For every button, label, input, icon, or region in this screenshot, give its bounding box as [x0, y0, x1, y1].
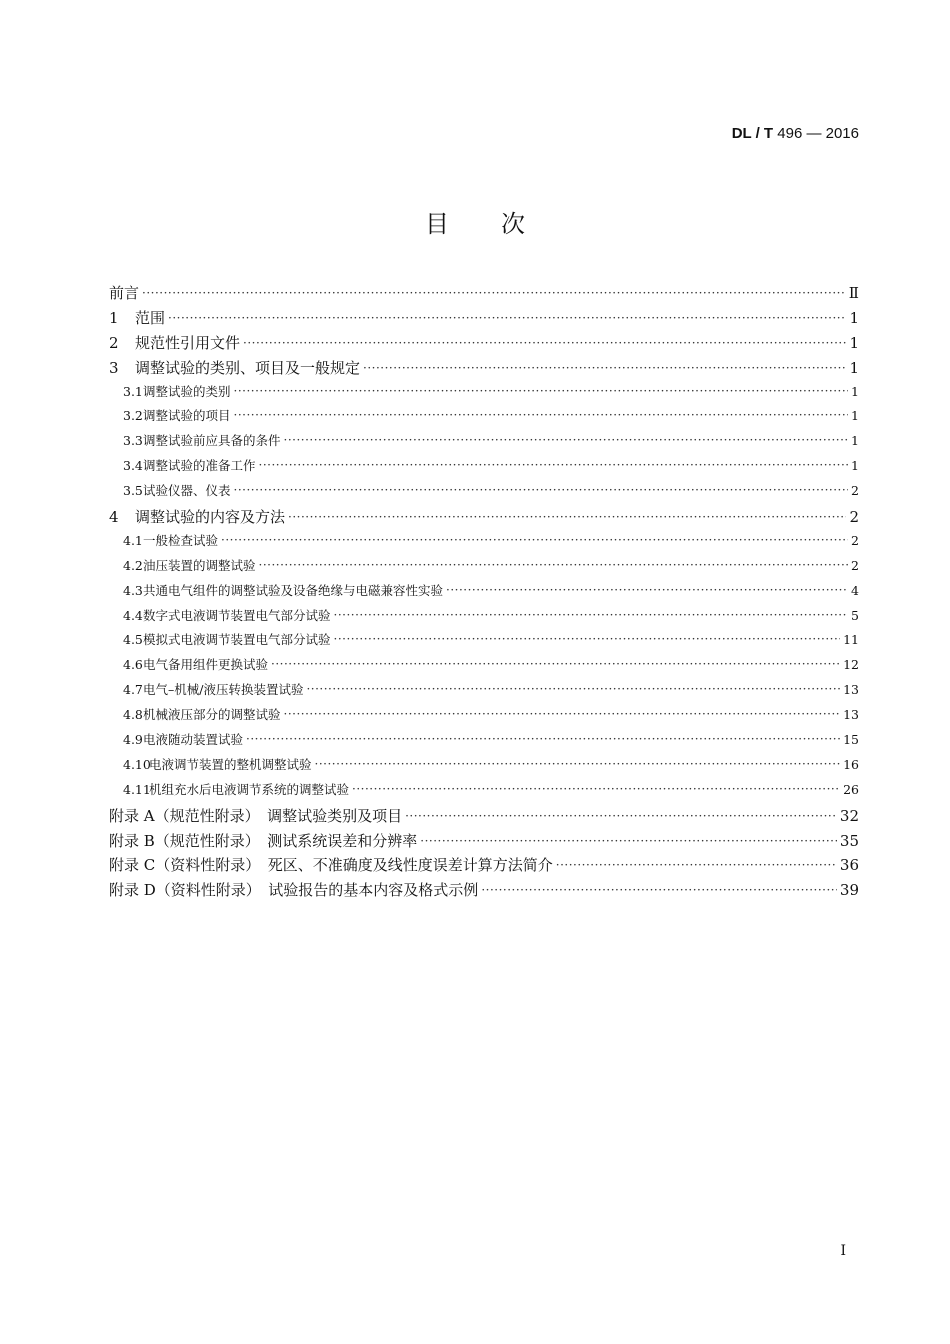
toc-entry-label: 电气–机械/液压转换装置试验 [143, 682, 304, 698]
toc-entry-page: 16 [843, 756, 859, 772]
toc-entry-number: 4.7 [123, 682, 143, 698]
toc-entry-page: 2 [851, 557, 859, 573]
toc-entry-number: 2 [109, 333, 119, 352]
toc-entry-number: 4.2 [123, 557, 143, 573]
toc-dot-leader [243, 333, 846, 348]
toc-entry-number: 3 [109, 358, 119, 377]
toc-entry[interactable] [109, 630, 859, 655]
toc-entry-number: 4.8 [123, 707, 143, 723]
toc-entry-page: 15 [843, 732, 859, 748]
toc-entry-page: 5 [851, 607, 859, 623]
toc-entry-label: 油压装置的调整试验 [143, 557, 256, 573]
toc-dot-leader [284, 433, 849, 446]
toc-entry-number: 4.6 [123, 657, 143, 673]
toc-entry[interactable] [109, 655, 859, 680]
toc-entry-label: 调整试验前应具备的条件 [143, 433, 281, 449]
toc-entry[interactable] [109, 506, 859, 531]
toc-dot-leader [246, 732, 840, 745]
toc-dot-leader [284, 707, 841, 720]
toc-dot-leader [221, 532, 848, 545]
toc-dot-leader [142, 283, 846, 298]
toc-entry-page: 32 [839, 806, 859, 825]
toc-entry-number: 4 [109, 508, 119, 527]
toc-entry-label: 附录 C（资料性附录） 死区、不准确度及线性度误差计算方法简介 [109, 856, 553, 875]
toc-dot-leader [234, 408, 849, 421]
toc-entry-page: Ⅱ [848, 284, 859, 302]
toc-entry[interactable] [109, 382, 859, 407]
toc-entry-page: 36 [839, 856, 859, 875]
toc-entry-page: 11 [843, 632, 859, 648]
toc-entry-number: 3.4 [123, 458, 143, 474]
toc-entry[interactable] [109, 606, 859, 631]
toc-entry-page: 26 [843, 781, 859, 797]
toc-entry-page: 2 [851, 532, 859, 548]
toc-entry[interactable] [109, 406, 859, 431]
toc-entry-number: 4.5 [123, 632, 143, 648]
document-code-number: 496 — 2016 [777, 125, 859, 142]
toc-entry-label: 模拟式电液调节装置电气部分试验 [143, 632, 331, 648]
toc-entry-label: 数字式电液调节装置电气部分试验 [143, 607, 331, 623]
toc-entry[interactable] [109, 755, 859, 780]
toc-entry-label: 电液调节装置的整机调整试验 [149, 756, 312, 772]
toc-dot-leader [556, 855, 837, 870]
toc-entry[interactable] [109, 456, 859, 481]
toc-entry-page: 1 [851, 458, 859, 474]
toc-entry-number: 4.11 [123, 781, 151, 797]
toc-dot-leader [352, 781, 840, 794]
toc-dot-leader [315, 756, 841, 769]
toc-entry[interactable] [109, 705, 859, 730]
toc-entry[interactable] [109, 680, 859, 705]
toc-entry-label: 共通电气组件的调整试验及设备绝缘与电磁兼容性实验 [143, 582, 444, 598]
toc-entry-page: 1 [851, 408, 859, 424]
toc-entry[interactable] [109, 879, 859, 904]
toc-entry[interactable] [109, 830, 859, 855]
page-title: 目次 [425, 210, 577, 238]
toc-entry-label: 调整试验的类别、项目及一般规定 [135, 358, 361, 377]
toc-dot-leader [405, 806, 837, 821]
toc-entry-label: 规范性引用文件 [135, 333, 241, 352]
footer-page-number: I [840, 1243, 846, 1259]
toc-entry[interactable] [109, 282, 859, 307]
toc-dot-leader [420, 831, 837, 846]
toc-entry-page: 2 [849, 508, 859, 527]
toc-entry[interactable] [109, 531, 859, 556]
toc-dot-leader [363, 358, 846, 373]
toc-entry-page: 1 [851, 383, 859, 399]
toc-entry-label: 调整试验的内容及方法 [135, 508, 286, 527]
toc-entry-page: 1 [849, 358, 859, 377]
table-of-contents [109, 282, 859, 904]
toc-entry-number: 4.1 [123, 532, 143, 548]
toc-dot-leader [481, 880, 837, 895]
toc-entry-number: 4.10 [123, 756, 151, 772]
toc-entry-number: 4.3 [123, 582, 143, 598]
toc-entry-page: 1 [851, 433, 859, 449]
toc-entry-label: 电液随动装置试验 [143, 732, 244, 748]
toc-entry[interactable] [109, 730, 859, 755]
toc-entry-page: 35 [839, 831, 859, 850]
toc-dot-leader [334, 632, 841, 645]
toc-entry[interactable] [109, 780, 859, 805]
toc-entry-page: 2 [851, 483, 859, 499]
toc-entry[interactable] [109, 805, 859, 830]
toc-entry-number: 3.5 [123, 483, 143, 499]
toc-entry-page: 13 [843, 707, 859, 723]
toc-entry[interactable] [109, 854, 859, 879]
toc-dot-leader [168, 308, 846, 323]
toc-entry[interactable] [109, 431, 859, 456]
toc-dot-leader [234, 383, 849, 396]
toc-entry-label: 一般检查试验 [143, 532, 219, 548]
toc-entry-label: 附录 D（资料性附录） 试验报告的基本内容及格式示例 [109, 881, 479, 900]
toc-entry[interactable] [109, 307, 859, 332]
toc-entry-label: 机械液压部分的调整试验 [143, 707, 281, 723]
document-code [732, 125, 859, 142]
toc-entry-label: 调整试验的项目 [143, 408, 231, 424]
toc-dot-leader [446, 582, 848, 595]
toc-entry[interactable] [109, 556, 859, 581]
toc-entry-number: 3.3 [123, 433, 143, 449]
toc-dot-leader [259, 458, 849, 471]
toc-entry-number: 1 [109, 308, 119, 327]
toc-dot-leader [306, 682, 840, 695]
toc-entry-page: 12 [843, 657, 859, 673]
toc-entry[interactable] [109, 481, 859, 506]
toc-dot-leader [259, 557, 849, 570]
toc-entry-page: 4 [851, 582, 859, 598]
toc-entry-label: 附录 A（规范性附录） 调整试验类别及项目 [109, 806, 403, 825]
toc-entry-number: 3.1 [123, 383, 143, 399]
toc-entry-label: 附录 B（规范性附录） 测试系统误差和分辨率 [109, 831, 418, 850]
toc-entry-number: 4.9 [123, 732, 143, 748]
toc-entry-page: 13 [843, 682, 859, 698]
toc-entry-page: 1 [849, 308, 859, 327]
toc-dot-leader [334, 607, 849, 620]
toc-entry-label: 调整试验的类别 [143, 383, 231, 399]
toc-entry[interactable] [109, 357, 859, 382]
document-code-prefix: DL / T [731, 125, 774, 142]
toc-entry-label: 前言 [109, 284, 140, 302]
toc-entry-label: 机组充水后电液调节系统的调整试验 [149, 781, 350, 797]
toc-entry-number: 4.4 [123, 607, 143, 623]
toc-entry-page: 1 [849, 333, 859, 352]
toc-dot-leader [271, 657, 840, 670]
toc-entry-label: 电气备用组件更换试验 [143, 657, 269, 673]
toc-entry-page: 39 [839, 881, 859, 900]
toc-entry-label: 试验仪器、仪表 [143, 483, 231, 499]
toc-entry[interactable] [109, 581, 859, 606]
toc-entry-label: 调整试验的准备工作 [143, 458, 256, 474]
toc-dot-leader [288, 507, 846, 522]
toc-entry-label: 范围 [135, 308, 166, 327]
toc-entry-number: 3.2 [123, 408, 143, 424]
toc-dot-leader [234, 483, 849, 496]
toc-entry[interactable] [109, 332, 859, 357]
